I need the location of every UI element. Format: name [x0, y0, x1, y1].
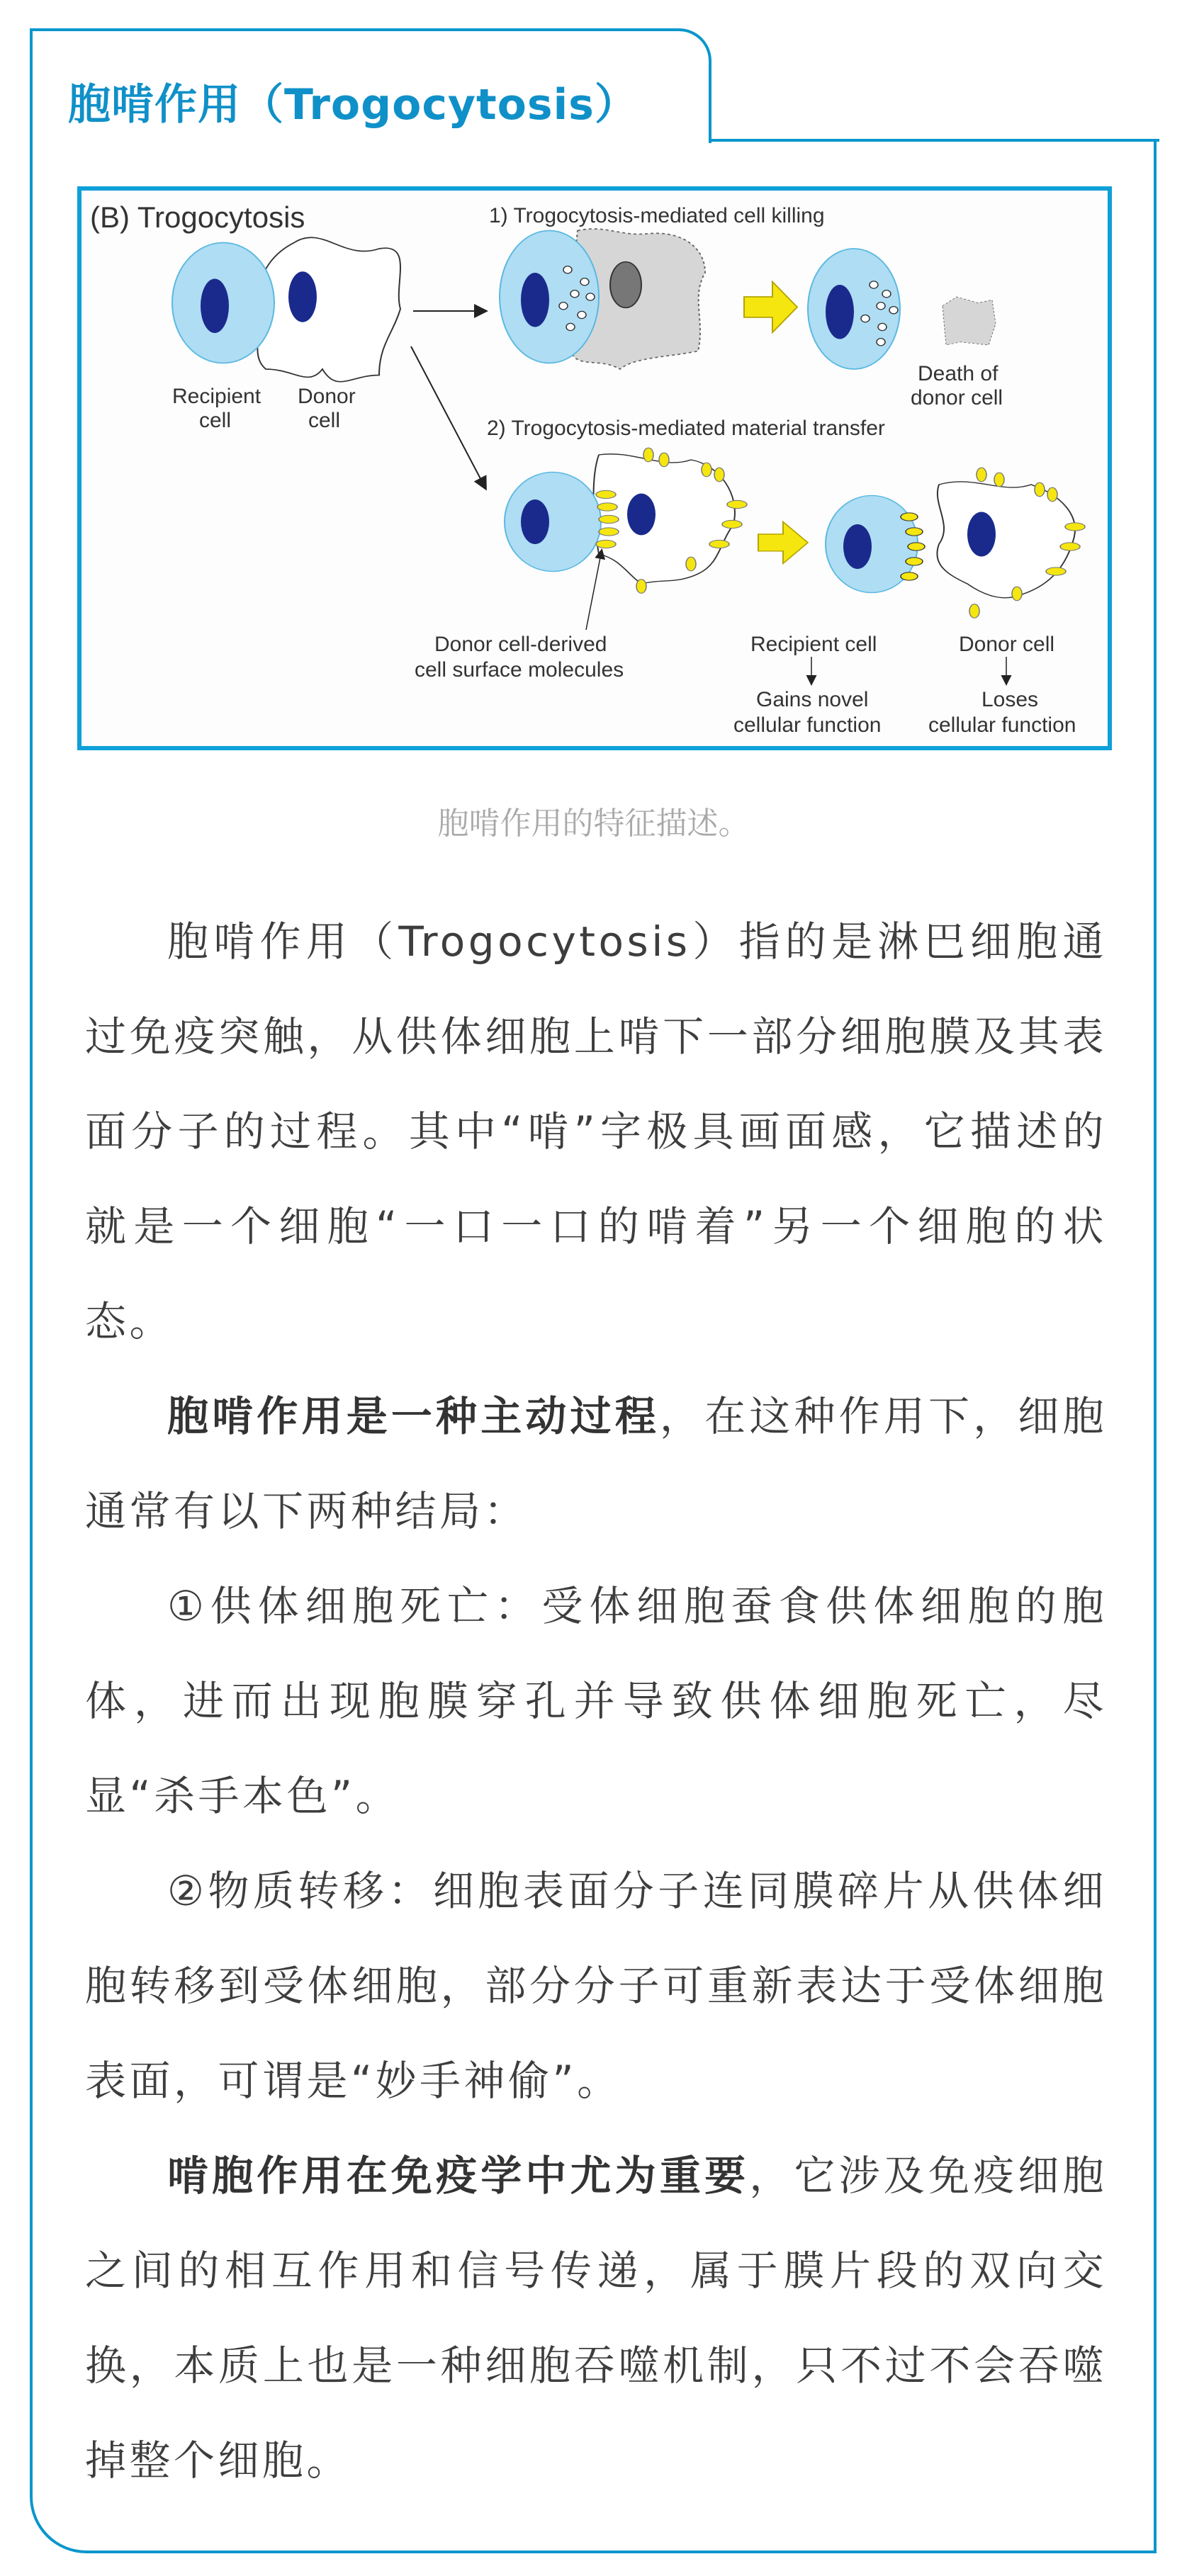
panel-title: (B) Trogocytosis — [90, 200, 305, 234]
recipient-cell-transfer — [505, 473, 601, 572]
donor-label-2: cell — [308, 409, 341, 432]
recipient-gained-nucleus — [843, 524, 872, 569]
yellow-arrow-2 — [758, 522, 808, 564]
paragraph-bold: 胞啃作用是一种主动过程 — [167, 1392, 660, 1440]
arrow-to-transfer — [411, 346, 485, 488]
recipient-after-nucleus — [826, 285, 854, 339]
donor-result-label: Donor cell — [959, 633, 1055, 656]
recipient-label-2: cell — [199, 409, 232, 432]
paragraph-text: ①供体细胞死亡：受体细胞蚕食供体细胞的胞体，进而出现胞膜穿孔并导致供体细胞死亡，尽显“杀手本色”。 — [85, 1582, 1107, 1820]
donor-result-3: cellular function — [928, 713, 1076, 737]
recipient-label: Recipient — [172, 385, 261, 408]
recipient-after-killing — [808, 249, 900, 369]
transfer-row — [505, 448, 1085, 618]
recipient-result-2: Gains novel — [756, 688, 869, 711]
molecules-label: Donor cell-derived — [434, 633, 607, 656]
donor-cell-outline — [257, 237, 400, 381]
paragraph-text: ，它涉及免疫细胞之间的相互作用和信号传递，属于膜片段的双向交换，本质上也是一种细胞吞噬机制，只不过不会吞噬掉整个细胞。 — [85, 2152, 1107, 2485]
donor-nucleus-transfer — [627, 494, 656, 536]
donor-nucleus — [288, 271, 317, 322]
molecule-pointer — [586, 550, 602, 630]
killing-row — [500, 229, 996, 369]
recipient-nucleus-transfer — [521, 499, 549, 544]
paragraph-bold: 啃胞作用在免疫学中尤为重要 — [167, 2152, 750, 2200]
donor-result-2: Loses — [981, 688, 1039, 711]
paragraph-5 — [85, 2128, 1107, 2508]
donor-lost-nucleus — [967, 512, 996, 557]
yellow-arrow-1 — [744, 282, 797, 332]
trogocytosis-diagram — [81, 191, 1108, 746]
initial-cells — [172, 237, 400, 381]
trogocytosis-figure — [77, 186, 1112, 750]
death-label-2: donor cell — [911, 386, 1003, 409]
paragraph-text: ，在这种作用下，细胞通常有以下两种结局： — [85, 1392, 1107, 1535]
figure-caption: 胞啃作用的特征描述。 — [437, 806, 750, 842]
step2-title: 2) Trogocytosis-mediated material transfer — [487, 417, 885, 440]
recipient-nucleus — [201, 279, 229, 334]
paragraph-4 — [85, 1843, 1107, 2128]
section-title: 胞啃作用（Trogocytosis） — [68, 80, 638, 130]
molecules-label-2: cell surface molecules — [415, 658, 624, 682]
paragraph-text: 胞啃作用（Trogocytosis）指的是淋巴细胞通过免疫突触，从供体细胞上啃下一部分细胞膜及其表面分子的过程。其中“啃”字极具画面感，它描述的就是一个细胞“一口一口的啃着”另一个细胞的状态。 — [85, 917, 1107, 1345]
paragraph-text: ②物质转移：细胞表面分子连同膜碎片从供体细胞转移到受体细胞，部分分子可重新表达于受体细胞表面，可谓是“妙手神偷”。 — [85, 1867, 1107, 2105]
paragraph-3 — [85, 1559, 1107, 1843]
article-body — [85, 894, 1107, 2508]
death-label: Death of — [918, 362, 998, 385]
donor-label: Donor — [298, 385, 356, 408]
killer-cell — [500, 231, 599, 363]
recipient-result-label: Recipient cell — [750, 633, 877, 656]
paragraph-2 — [85, 1369, 1107, 1559]
killer-nucleus — [521, 273, 549, 327]
recipient-result-3: cellular function — [733, 713, 882, 737]
paragraph-1 — [85, 894, 1107, 1369]
card-top-border — [709, 139, 1159, 142]
dead-cell-fragment — [943, 297, 996, 345]
donor-nucleus-grey — [610, 262, 641, 308]
step1-title: 1) Trogocytosis-mediated cell killing — [489, 204, 825, 227]
